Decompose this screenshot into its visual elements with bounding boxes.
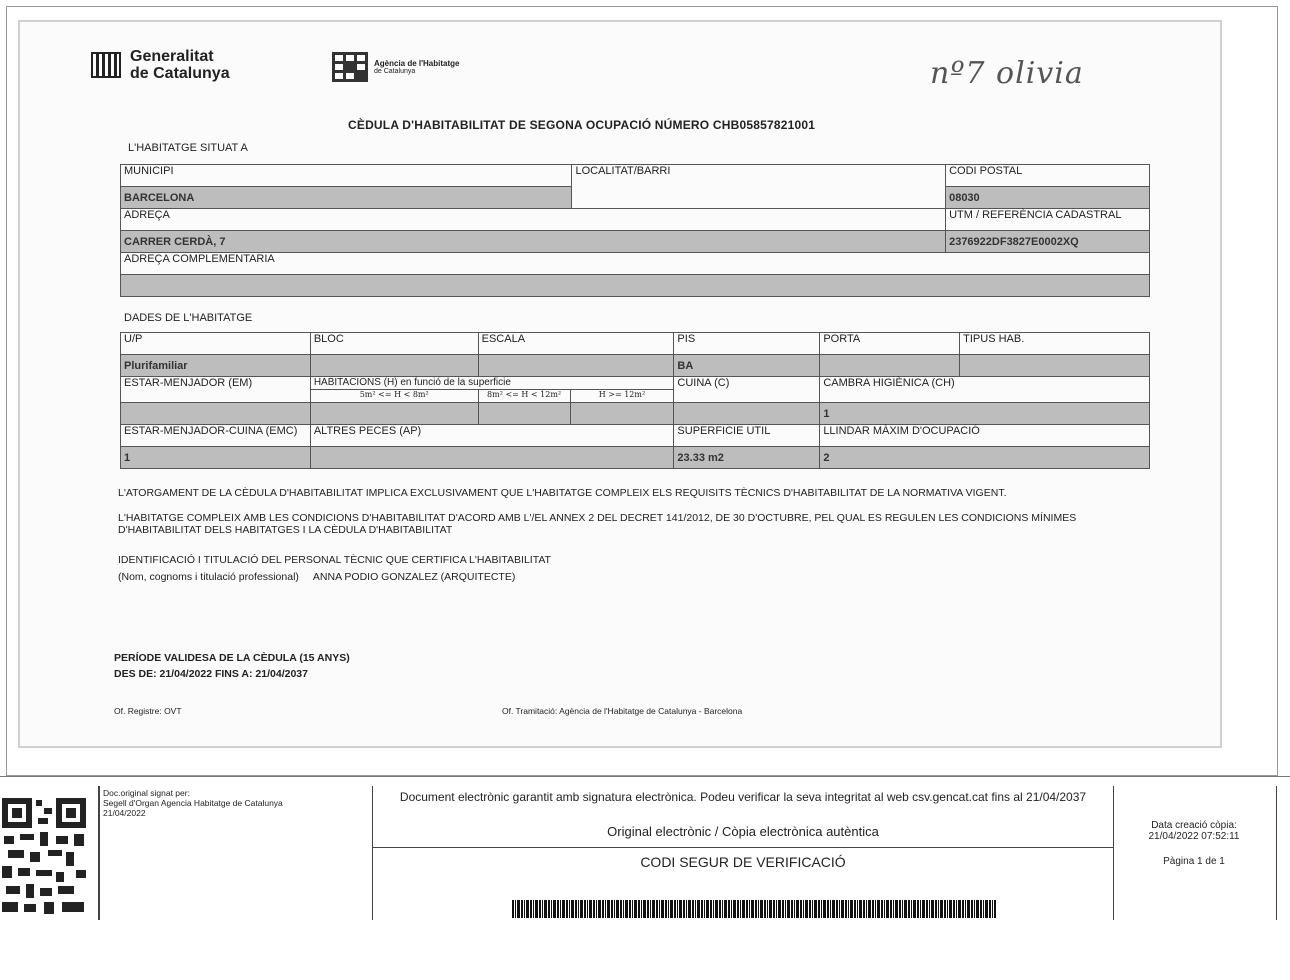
creation-box — [1112, 786, 1277, 920]
org-line1: Generalitat — [130, 48, 214, 65]
original-text: Original electrònic / Còpia electrònica autèntica — [607, 824, 879, 839]
footer-divider — [0, 776, 1290, 777]
habitacions-label: HABITACIONS (H) en funció de la superficie — [310, 377, 674, 390]
dwelling-table — [120, 332, 1150, 469]
h1-value — [310, 403, 478, 425]
utm-label: UTM / REFERÈNCIA CADASTRAL — [946, 209, 1150, 231]
agency-line1: Agència de l'Habitatge — [374, 58, 460, 68]
escala-value — [478, 355, 674, 377]
page-title: CÈDULA D'HABITABILITAT DE SEGONA OCUPACIÓ NÚMERO CHB05857821001 — [348, 118, 816, 132]
up-label: U/P — [121, 333, 311, 355]
note-line2: L'HABITATGE COMPLEIX AMB LES CONDICIONS D'HABITABILITAT D'ACORD AMB L'/EL ANNEX 2 DEL DECRET 141/2012, DE 30 D'OCTUBRE, PEL QUAL ES REGULEN LES CONDICIONS MÍNIMES D'HABITABILITAT DELS HABITATGES I LA CÈDULA D'HABITABILITAT — [118, 512, 1077, 536]
up-value: Plurifamiliar — [121, 355, 311, 377]
em-label: ESTAR-MENJADOR (EM) — [121, 377, 311, 403]
ap-value — [310, 447, 674, 469]
validity-dates: DES DE: 21/04/2022 FINS A: 21/04/2037 — [114, 668, 308, 680]
superficie-value: 23.33 m2 — [674, 447, 820, 469]
tech-title: IDENTIFICACIÓ I TITULACIÓ DEL PERSONAL TÈCNIC QUE CERTIFICA L'HABITABILITAT — [118, 554, 551, 566]
handwritten-note: nº7 olivia — [930, 56, 1084, 91]
signed-line1: Doc.original signat per: — [103, 788, 190, 798]
porta-label: PORTA — [820, 333, 960, 355]
h3-value — [570, 403, 674, 425]
barcode-icon — [512, 900, 996, 918]
csv-title: CODI SEGUR DE VERIFICACIÓ — [640, 854, 846, 870]
superficie-label: SUPERFICIE UTIL — [674, 425, 820, 447]
signed-line2: Segell d'Organ Agencia Habitatge de Catalunya — [103, 798, 283, 808]
ch-label: CAMBRA HIGIÈNICA (CH) — [820, 377, 1150, 403]
verify-text: Document electrònic garantit amb signatura electrònica. Podeu verificar la seva integritat al web csv.gencat.cat fins al 21/04/2037 — [399, 790, 1087, 804]
agency-line2: de Catalunya — [374, 67, 416, 75]
org-line2: de Catalunya — [130, 65, 230, 82]
cuina-value — [674, 403, 820, 425]
localitat-label: LOCALITAT/BARRI — [572, 165, 946, 209]
page-number: Pàgina 1 de 1 — [1163, 856, 1225, 867]
note-line1: L'ATORGAMENT DE LA CÈDULA D'HABITABILITAT IMPLICA EXCLUSIVAMENT QUE L'HABITATGE COMPLEIX ELS REQUISITS TÈCNICS D'HABITABILITAT DE LA NORMATIVA VIGENT. — [118, 487, 1007, 499]
porta-value — [820, 355, 960, 377]
cuina-label: CUINA (C) — [674, 377, 820, 403]
generalitat-emblem-icon — [90, 49, 122, 81]
tipus-label: TIPUS HAB. — [960, 333, 1150, 355]
ch-value: 1 — [820, 403, 1150, 425]
codi-postal-label: CODI POSTAL — [946, 165, 1150, 187]
llindar-value: 2 — [820, 447, 1150, 469]
llindar-label: LLINDAR MÀXIM D'OCUPACIÓ — [820, 425, 1150, 447]
validity-title: PERÍODE VALIDESA DE LA CÈDULA (15 ANYS) — [114, 652, 350, 664]
ap-label: ALTRES PECES (AP) — [310, 425, 674, 447]
h2-label: 8m² <= H < 12m² — [478, 390, 570, 403]
signature-box — [98, 786, 373, 920]
municipi-value: BARCELONA — [121, 187, 572, 209]
codi-postal-value: 08030 — [946, 187, 1150, 209]
qr-code-icon — [0, 790, 88, 920]
agency-logo — [332, 52, 459, 82]
location-table — [120, 164, 1150, 297]
adreca-value: CARRER CERDÀ, 7 — [121, 231, 946, 253]
emc-value: 1 — [121, 447, 311, 469]
tipus-value — [960, 355, 1150, 377]
tramitacio-office: Of. Tramitació: Agència de l'Habitatge de Catalunya - Barcelona — [502, 706, 743, 716]
adreca-comp-label: ADREÇA COMPLEMENTARIA — [121, 253, 1150, 275]
location-section-label: L'HABITATGE SITUAT A — [128, 142, 248, 154]
h3-label: H >= 12m² — [570, 390, 674, 403]
tech-name: ANNA PODIO GONZALEZ (ARQUITECTE) — [312, 571, 516, 583]
agency-grid-icon — [332, 52, 368, 82]
tech-label: (Nom, cognoms i titulació professional) — [118, 571, 299, 583]
em-value — [121, 403, 311, 425]
adreca-label: ADREÇA — [121, 209, 946, 231]
generalitat-logo — [90, 48, 230, 82]
pis-value: BA — [674, 355, 820, 377]
bloc-label: BLOC — [310, 333, 478, 355]
adreca-comp-value — [121, 275, 1150, 297]
signed-line3: 21/04/2022 — [103, 808, 146, 818]
creation-label: Data creació còpia: — [1151, 820, 1237, 831]
registre-office: Of. Registre: OVT — [114, 706, 182, 716]
creation-value: 21/04/2022 07:52:11 — [1148, 831, 1240, 842]
emc-label: ESTAR-MENJADOR-CUINA (EMC) — [121, 425, 311, 447]
h1-label: 5m² <= H < 8m² — [310, 390, 478, 403]
escala-label: ESCALA — [478, 333, 674, 355]
municipi-label: MUNICIPI — [121, 165, 572, 187]
pis-label: PIS — [674, 333, 820, 355]
h2-value — [478, 403, 570, 425]
tech-row — [118, 571, 515, 583]
dwelling-section-label: DADES DE L'HABITATGE — [124, 312, 253, 324]
utm-value: 2376922DF3827E0002XQ — [946, 231, 1150, 253]
bloc-value — [310, 355, 478, 377]
